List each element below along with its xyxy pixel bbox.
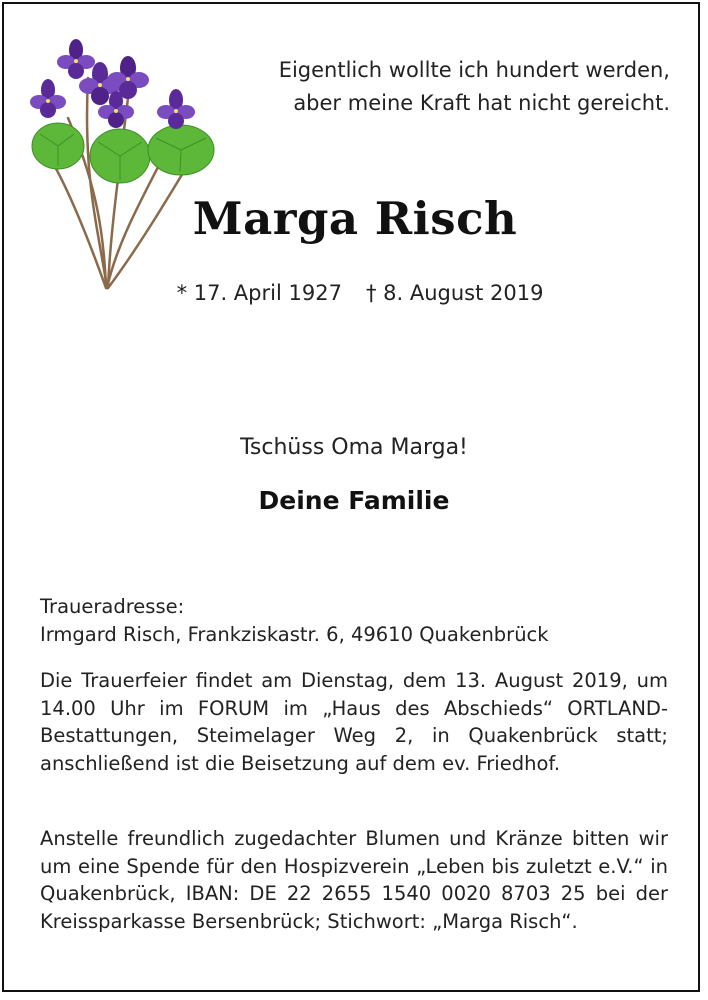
life-dates [120, 281, 600, 305]
farewell-line: Tschüss Oma Marga! [240, 435, 468, 460]
quote-line-2: aber meine Kraft hat nicht gereicht. [293, 91, 670, 115]
ceremony-info: Die Trauerfeier findet am Dienstag, dem 13. August 2019, um 14.00 Uhr im FORUM im „Haus des Abschieds“ ORTLAND-Bestattungen, Steimelager Weg 2, in Quakenbrück statt; anschließend ist die Beisetzung auf dem ev. Friedhof. [40, 669, 668, 775]
mourning-address: Irmgard Risch, Frankziskastr. 6, 49610 Quakenbrück [40, 623, 549, 646]
violet-flowers [30, 39, 195, 129]
donation-request: Anstelle freundlich zugedachter Blumen und Kränze bitten wir um eine Spende für den Hospizverein „Leben bis zuletzt e.V.“ in Quakenbrück, IBAN: DE 22 2655 1540 0020 8703 25 bei der Kreissparkasse Bersenbrück; Stichwort: „Marga Risch“. [40, 827, 668, 933]
birth-date: * 17. April 1927 [176, 281, 342, 305]
mourning-address-label: Traueradresse: [40, 595, 185, 618]
violet-bouquet-illustration [28, 38, 228, 290]
memorial-quote [230, 54, 670, 120]
quote-line-1: Eigentlich wollte ich hundert werden, [278, 58, 670, 82]
family-signature: Deine Familie [258, 486, 450, 515]
death-date: † 8. August 2019 [365, 281, 544, 305]
deceased-name: Marga Risch [192, 192, 518, 245]
